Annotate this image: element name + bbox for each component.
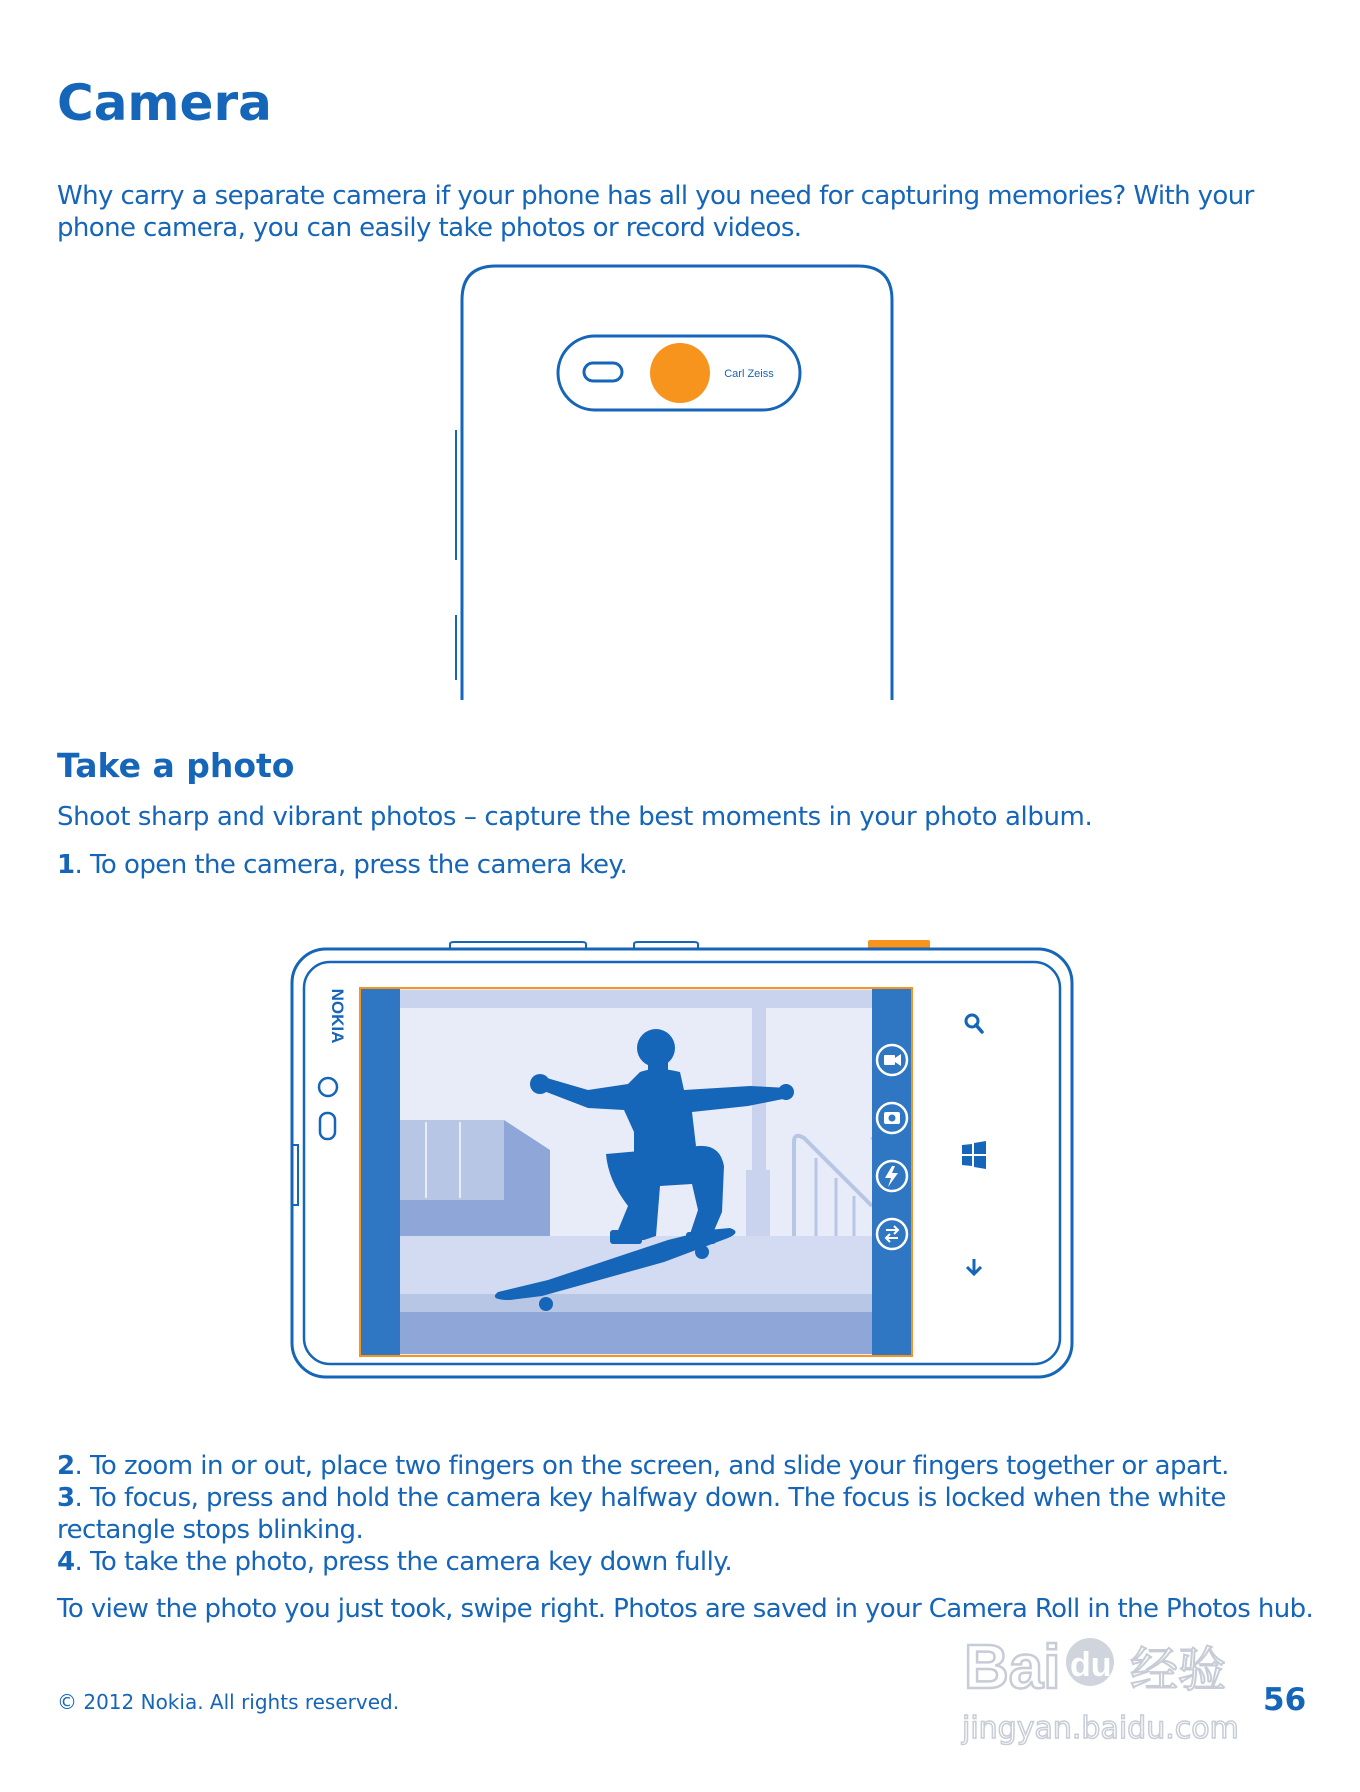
- baidu-watermark: [958, 1610, 1278, 1750]
- step-4: 4. To take the photo, press the camera key down fully.: [57, 1547, 733, 1577]
- copyright: © 2012 Nokia. All rights reserved.: [57, 1690, 400, 1714]
- svg-text:jingyan.baidu.com: jingyan.baidu.com: [962, 1711, 1239, 1746]
- intro-paragraph: Why carry a separate camera if your phone has all you need for capturing memories? With your phone camera, you can easily take photos or record videos.: [57, 181, 1254, 243]
- camera-module: [558, 336, 800, 410]
- section-heading: Take a photo: [57, 746, 295, 785]
- viewfinder-screen[interactable]: [360, 988, 912, 1356]
- page-title: Camera: [57, 74, 272, 132]
- outro-paragraph: To view the photo you just took, swipe right. Photos are saved in your Camera Roll in the Photos hub.: [57, 1594, 1314, 1624]
- section-lead: Shoot sharp and vibrant photos – capture the best moments in your photo album.: [57, 802, 1093, 832]
- camera-lens: [650, 343, 710, 403]
- phone-front-illustration: [288, 940, 1078, 1390]
- lens-brand-label: Carl Zeiss: [724, 368, 774, 380]
- phone-brand-label: NOKIA: [328, 988, 347, 1044]
- step-3: 3. To focus, press and hold the camera key halfway down. The focus is locked when the white rectangle stops blinking.: [57, 1483, 1226, 1545]
- page-number: 56: [1263, 1682, 1307, 1718]
- svg-text:Bai: Bai: [964, 1633, 1061, 1702]
- svg-text:经验: 经验: [1130, 1642, 1227, 1698]
- phone-back-illustration: [450, 260, 910, 710]
- svg-text:du: du: [1070, 1646, 1112, 1684]
- step-2: 2. To zoom in or out, place two fingers on the screen, and slide your fingers together or apart.: [57, 1451, 1229, 1481]
- step-1: 1. To open the camera, press the camera key.: [57, 850, 628, 880]
